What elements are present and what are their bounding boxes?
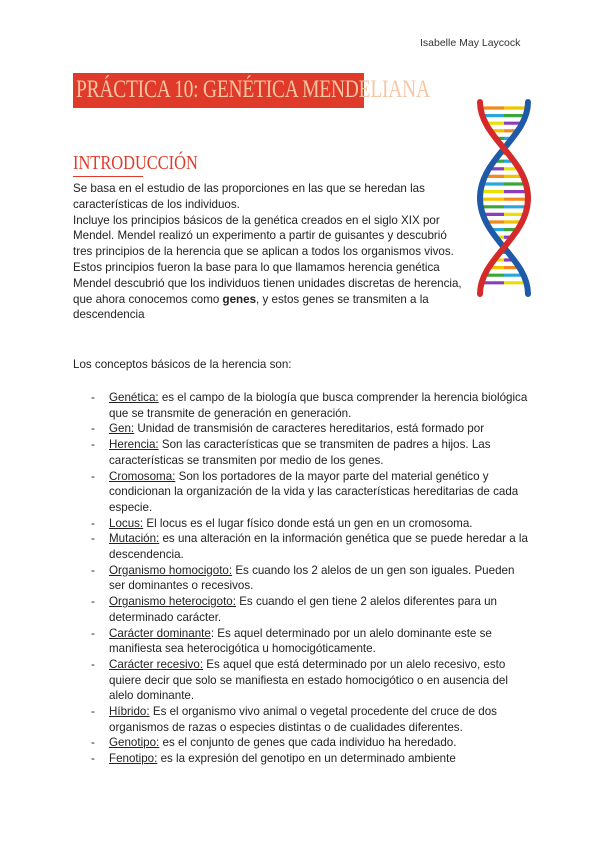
- intro-paragraph-3: [73, 276, 465, 323]
- intro-heading: INTRODUCCIÓN: [73, 152, 198, 174]
- intro-section: [73, 181, 465, 323]
- definition-term: Fenotipo:: [109, 752, 158, 766]
- page-title: PRÁCTICA 10: GENÉTICA MENDELIANA: [76, 76, 430, 103]
- intro-heading-underline: [73, 176, 143, 177]
- genes-bold: genes: [222, 292, 257, 306]
- definition-text: es una alteración en la información genética que se puede heredar a la descendencia.: [109, 532, 528, 562]
- definition-item: - Carácter recesivo: Es aquel que está determinado por un alelo recesivo, esto quiere decir que solo se manifiesta en estado homocigótico o en ausencia del alelo dominante.: [91, 657, 508, 703]
- definition-item: - Cromosoma: Son los portadores de la mayor parte del material genético y condicionan la organización de la vida y las características hereditarias de cada especie.: [91, 469, 519, 514]
- definition-text: : Es aquel determinado por un alelo dominante este se manifiesta sea heterocigótica u homocigóticamente.: [109, 626, 492, 656]
- definition-text: Es cuando los 2 alelos de un gen son iguales. Pueden ser dominantes o recesivos.: [109, 563, 515, 593]
- author-name: Isabelle May Laycock: [420, 37, 521, 49]
- definition-item: - Genotipo: es el conjunto de genes que cada individuo ha heredado.: [91, 736, 457, 750]
- definition-text: es la expresión del genotipo en un determinado ambiente: [157, 752, 456, 766]
- definition-item: - Herencia: Son las características que se transmiten de padres a hijos. Las características se transmiten por medio de los genes.: [91, 438, 491, 467]
- definition-text: Son las características que se transmiten de padres a hijos. Las características se transmiten por medio de los genes.: [109, 438, 491, 467]
- definition-item: - Organismo heterocigoto: Es cuando el gen tiene 2 alelos diferentes para un determinado carácter.: [91, 595, 498, 624]
- definition-term: Organismo heterocigoto:: [109, 595, 236, 609]
- definition-term: Carácter dominante: [109, 626, 211, 640]
- intro-p3-before: Mendel descubrió que los individuos tienen unidades discretas de herencia, que ahora conocemos como: [73, 276, 462, 306]
- definition-term: Genética:: [109, 391, 159, 404]
- intro-p3-after: , y estos genes se transmiten a la descendencia: [73, 292, 429, 322]
- definition-term: Genotipo:: [109, 736, 160, 750]
- definition-item: - Organismo homocigoto: Es cuando los 2 alelos de un gen son iguales. Pueden ser dominantes o recesivos.: [91, 563, 515, 593]
- intro-paragraph-1: Se basa en el estudio de las proporciones en las que se heredan las características de los individuos.: [73, 182, 425, 211]
- definition-item: - Locus: El locus es el lugar físico donde está un gen en un cromosoma.: [91, 516, 473, 530]
- definition-text: Es cuando el gen tiene 2 alelos diferentes para un determinado carácter.: [109, 595, 498, 624]
- definition-term: Gen:: [109, 422, 135, 436]
- definition-text: El locus es el lugar físico donde está un gen en un cromosoma.: [143, 516, 473, 530]
- definition-item: - Carácter dominante: Es aquel determinado por un alelo dominante este se manifiesta sea heterocigótica u homocigóticamente.: [91, 626, 492, 656]
- definition-term: Carácter recesivo:: [109, 657, 204, 671]
- definition-term: Herencia:: [109, 438, 159, 452]
- dna-helix-icon: [468, 98, 540, 298]
- intro-paragraph-2: Incluye los principios básicos de la genética creados en el siglo XIX por Mendel. Mendel realizó un experimento a partir de guisantes y descubrió tres principios de la herencia que se aplican a todos los organismos vivos. Estos principios fueron la base para lo que llamamos herencia genética: [73, 213, 454, 274]
- definition-term: Cromosoma:: [109, 469, 176, 483]
- definitions-list: [91, 390, 531, 767]
- definition-term: Locus:: [109, 516, 144, 530]
- definition-item: - Híbrido: Es el organismo vivo animal o vegetal procedente del cruce de dos organismos de razas o especies distintas o de cualidades diferentes.: [91, 705, 497, 734]
- definition-text: es el conjunto de genes que cada individuo ha heredado.: [159, 736, 457, 750]
- definition-term: Mutación:: [109, 532, 160, 546]
- definition-item: - Gen: Unidad de transmisión de caracteres hereditarios, está formado por: [91, 422, 485, 436]
- concepts-intro: Los conceptos básicos de la herencia son:: [73, 358, 292, 371]
- definition-text: Es el organismo vivo animal o vegetal procedente del cruce de dos organismos de razas o especies distintas o de cualidades diferentes.: [109, 705, 497, 734]
- definition-text: es el campo de la biología que busca comprender la herencia biológica que se transmite de generación en generación.: [109, 391, 528, 420]
- definition-text: Son los portadores de la mayor parte del material genético y condicionan la organización de la vida y las características hereditarias de cada especie.: [109, 469, 519, 514]
- definition-item: - Fenotipo: es la expresión del genotipo en un determinado ambiente: [91, 752, 456, 766]
- definition-item: - Genética: es el campo de la biología que busca comprender la herencia biológica que se transmite de generación en generación.: [91, 391, 528, 420]
- definition-text: Unidad de transmisión de caracteres hereditarios, está formado por: [134, 422, 485, 436]
- definition-text: Es aquel que está determinado por un alelo recesivo, esto quiere decir que solo se manifiesta en estado homocigótico o en ausencia del alelo dominante.: [109, 657, 508, 703]
- definition-term: Híbrido:: [109, 705, 150, 719]
- definition-term: Organismo homocigoto:: [109, 563, 233, 577]
- definition-item: - Mutación: es una alteración en la información genética que se puede heredar a la descendencia.: [91, 532, 528, 562]
